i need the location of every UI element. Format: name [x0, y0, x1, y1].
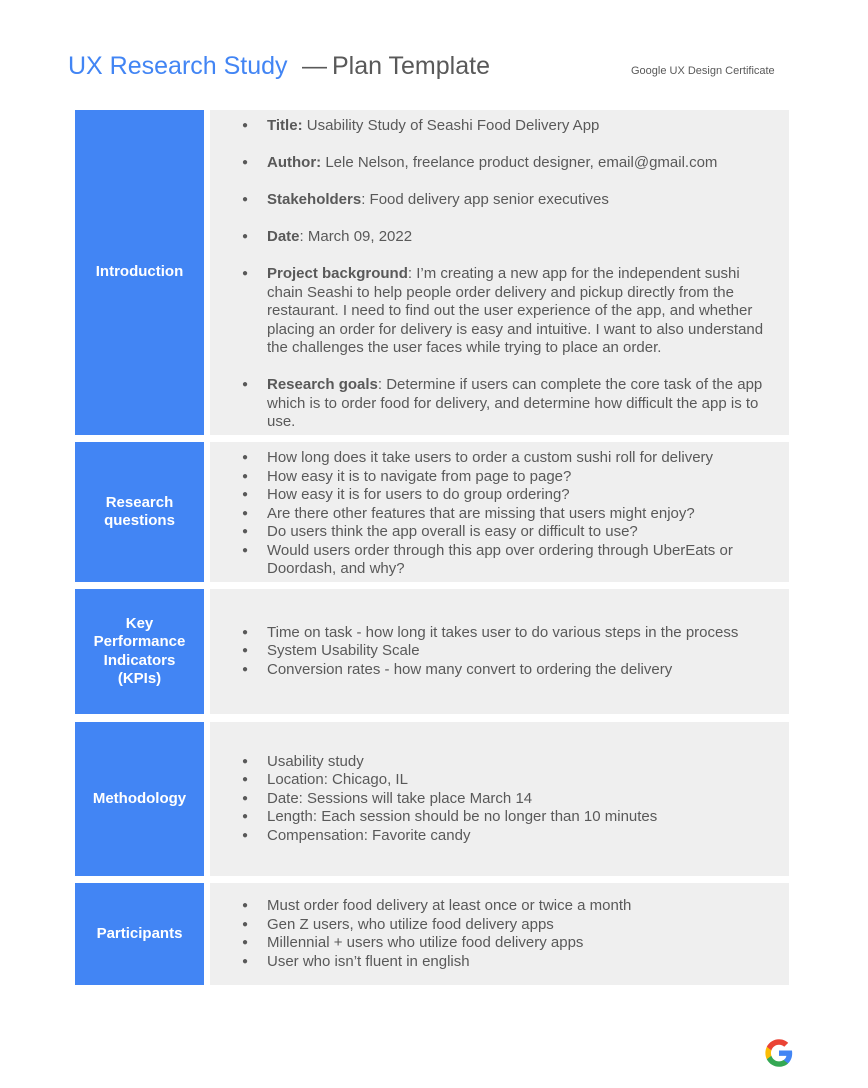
item-value: : March 09, 2022 [299, 228, 413, 245]
list-item: ● Conversion rates - how many convert to ordering the delivery [210, 661, 779, 680]
participants-list [210, 897, 789, 971]
list-item: ● How easy it is for users to do group ordering? [210, 486, 779, 505]
page-header [68, 52, 788, 86]
label-line: Performance [93, 633, 186, 650]
label-line: Key [125, 614, 154, 632]
list-item: ● Millennial + users who utilize food delivery apps [210, 934, 779, 953]
title-subtitle: Plan Template [332, 52, 490, 80]
introduction-label-text: Introduction [95, 263, 184, 281]
label-line: questions [104, 512, 175, 529]
title-dash: — [302, 52, 327, 80]
methodology-list [210, 753, 789, 846]
list-item: ● Location: Chicago, IL [210, 771, 779, 790]
label-line: Indicators [103, 651, 176, 669]
certificate-label: Google UX Design Certificate [631, 65, 775, 77]
list-item: ● Gen Z users, who utilize food delivery apps [210, 916, 779, 935]
list-item: ● Do users think the app overall is easy or difficult to use? [210, 523, 779, 542]
list-item: ● How easy it is to navigate from page to page? [210, 468, 779, 487]
participants-content [210, 883, 789, 985]
list-item: ● Must order food delivery at least once or twice a month [210, 897, 779, 916]
list-item: ● Are there other features that are missing that users might enjoy? [210, 505, 779, 524]
introduction-list [210, 117, 789, 432]
methodology-content [210, 722, 789, 876]
list-item-title [210, 117, 779, 136]
item-value: Lele Nelson, freelance product designer, email@gmail.com [321, 154, 718, 171]
list-item: ● System Usability Scale [210, 642, 779, 661]
google-g-icon [764, 1038, 794, 1068]
item-value: : Determine if users can complete the core task of the app which is to order food for delivery, and determine how difficult the app is to use. [267, 376, 763, 430]
kpis-list [210, 624, 789, 680]
list-item: ● Usability study [210, 753, 779, 772]
research-questions-row [75, 442, 789, 582]
research-questions-list [210, 449, 789, 579]
research-questions-label [75, 442, 204, 582]
label-line: Research [105, 493, 174, 511]
list-item: ● Compensation: Favorite candy [210, 827, 779, 846]
item-key: Title: [267, 117, 303, 134]
item-key: Stakeholders [267, 191, 362, 208]
list-item: ● Would users order through this app over ordering through UberEats or Doordash, and why? [210, 542, 779, 579]
list-item-stakeholders [210, 191, 779, 210]
item-key: Author: [267, 154, 322, 171]
research-questions-content [210, 442, 789, 582]
item-key: Research goals [267, 376, 378, 393]
kpis-label [75, 589, 204, 714]
list-item: ● Length: Each session should be no longer than 10 minutes [210, 808, 779, 827]
list-item-research-goals [210, 376, 779, 432]
list-item: ● User who isn’t fluent in english [210, 953, 779, 972]
item-key: Project background [267, 265, 408, 282]
methodology-label [75, 722, 204, 876]
item-value: : Food delivery app senior executives [361, 191, 609, 208]
item-value: : I’m creating a new app for the independent sushi chain Seashi to help people order delivery and pickup directly from the restaurant. I need to find out the user experience of the app, and whether placing an order for delivery is easy and intuitive. I want to also understand the challenges the user faces while trying to place an order. [267, 265, 764, 356]
list-item-project-background [210, 265, 779, 358]
participants-label-text: Participants [96, 924, 183, 942]
title-main: UX Research Study [68, 52, 288, 80]
methodology-row [75, 722, 789, 876]
methodology-label-text: Methodology [92, 789, 187, 807]
introduction-row [75, 110, 789, 435]
list-item: ● Date: Sessions will take place March 14 [210, 790, 779, 809]
list-item-date [210, 228, 779, 247]
item-key: Date [267, 228, 300, 245]
list-item: ● How long does it take users to order a custom sushi roll for delivery [210, 449, 779, 468]
introduction-label [75, 110, 204, 435]
kpis-content [210, 589, 789, 714]
item-value: Usability Study of Seashi Food Delivery App [302, 117, 600, 134]
list-item: ● Time on task - how long it takes user to do various steps in the process [210, 624, 779, 643]
label-line: (KPIs) [117, 670, 162, 687]
participants-label [75, 883, 204, 985]
participants-row [75, 883, 789, 985]
list-item-author [210, 154, 779, 173]
introduction-content [210, 110, 789, 435]
kpis-row [75, 589, 789, 714]
